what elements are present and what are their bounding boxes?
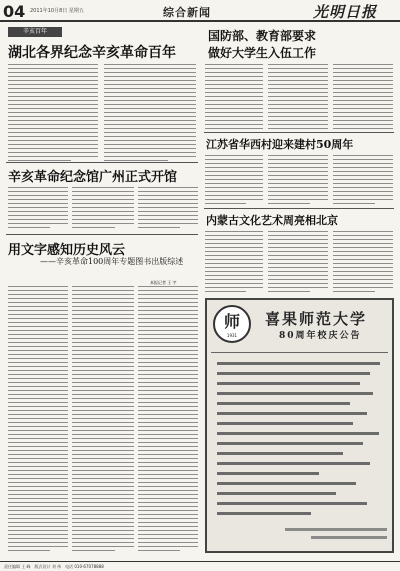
article-body-defense-col2 (268, 64, 328, 136)
article-headline-huaxi: 江苏省华西村迎来建村50周年 (206, 138, 354, 151)
article-headline-inner-mongolia: 内蒙古文化艺术周亮相北京 (206, 214, 338, 227)
article-subheadline-books: ——辛亥革命100周年专题图书出版综述 (40, 257, 184, 266)
article-body-guangzhou-col2 (72, 187, 134, 231)
article-body-huaxi-col3 (333, 155, 393, 207)
newspaper-logo: 光明日报 (313, 3, 378, 21)
article-body-mongolia-col1 (205, 231, 263, 295)
ad-subtitle: 80周年校庆公告 (279, 331, 362, 341)
article-byline: 本报记者 王 宇 (150, 280, 177, 285)
article-body-books-col1 (8, 286, 68, 554)
article-body-hubei-col2 (104, 64, 196, 164)
article-headline-defense-line2: 做好大学生入伍工作 (208, 46, 317, 60)
article-body-mongolia-col3 (333, 231, 393, 295)
article-body-guangzhou-col1 (8, 187, 68, 231)
divider (204, 208, 394, 209)
university-emblem-icon: 师 1931 (213, 305, 251, 343)
article-headline-defense-line1: 国防部、教育部要求 (208, 29, 317, 43)
article-body-defense-col1 (205, 64, 263, 136)
ad-announcement-body (217, 362, 387, 522)
article-headline-books: 用文字感知历史风云 (8, 243, 126, 258)
section-title: 综合新闻 (163, 6, 211, 19)
article-body-mongolia-col2 (268, 231, 328, 295)
article-body-books-col2 (72, 286, 134, 554)
ad-title: 喜果师范大学 (265, 310, 368, 328)
section-tag: 辛亥百年 (8, 27, 62, 37)
page-number: 04 (3, 2, 26, 21)
divider (6, 162, 198, 163)
divider (204, 132, 394, 133)
article-body-huaxi-col2 (268, 155, 328, 207)
date-line: 2011年10月8日 星期五 (30, 8, 84, 14)
ad-footer (217, 528, 387, 544)
editorial-credits: 责任编辑 王 峰 版式设计 刘 伟 电话 010-67078888 (0, 561, 400, 571)
divider (6, 234, 198, 235)
article-body-guangzhou-col3 (138, 187, 198, 231)
page-masthead (0, 0, 400, 22)
article-headline-hubei: 湖北各界纪念辛亥革命百年 (8, 45, 176, 61)
article-body-huaxi-col1 (205, 155, 263, 207)
article-body-hubei-col1 (8, 64, 98, 164)
university-anniversary-ad (205, 298, 394, 553)
article-body-defense-col3 (333, 64, 393, 136)
article-body-books-col3 (138, 286, 198, 554)
article-headline-guangzhou: 辛亥革命纪念馆广州正式开馆 (8, 170, 178, 185)
ad-divider (211, 352, 388, 353)
